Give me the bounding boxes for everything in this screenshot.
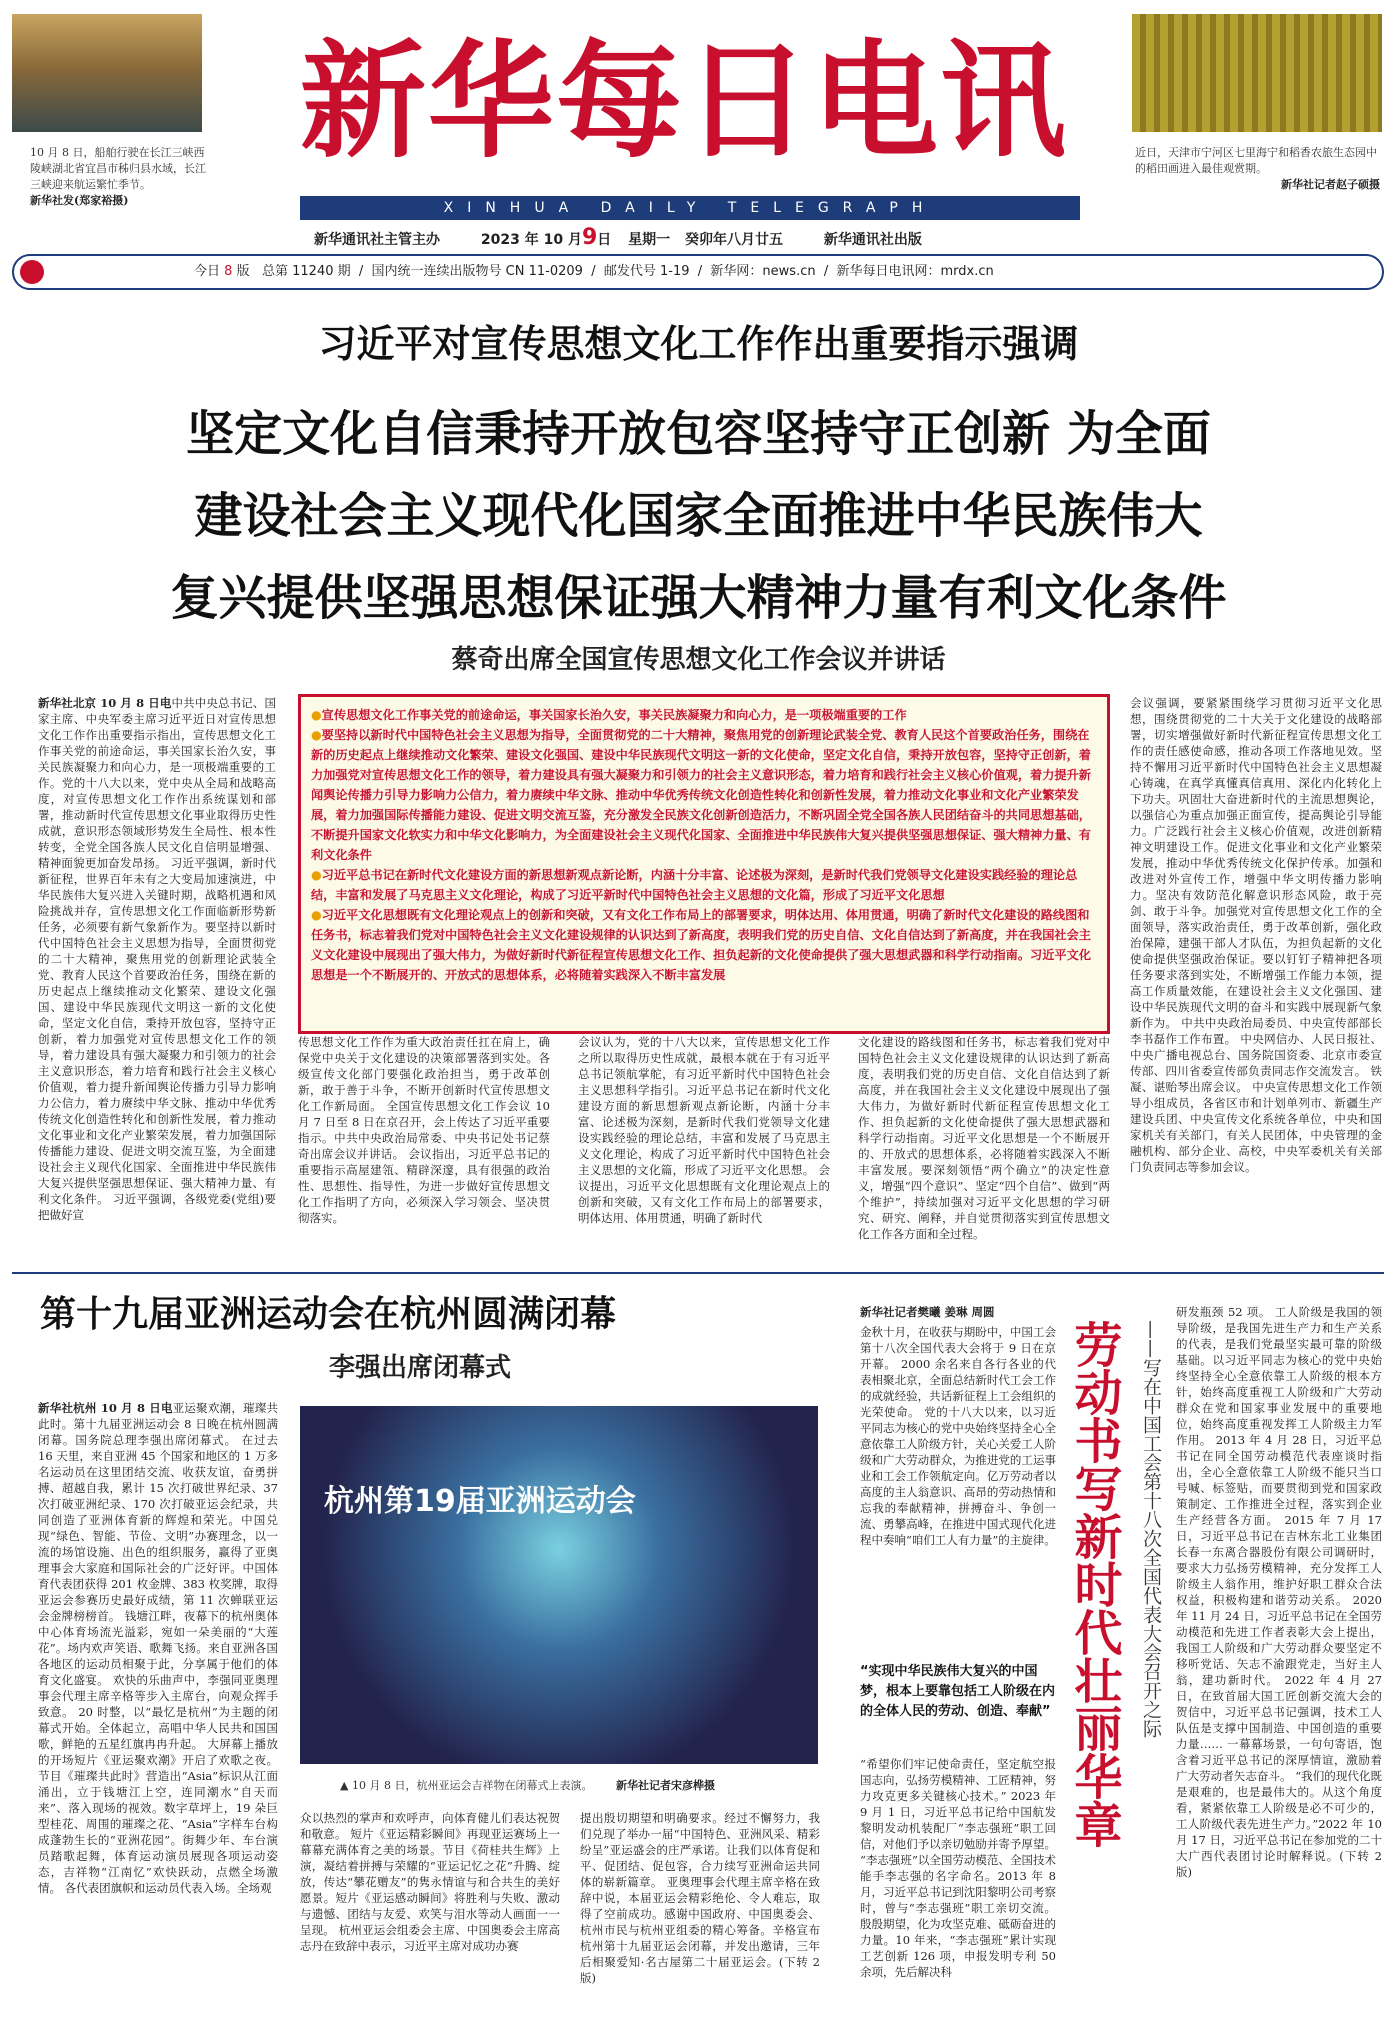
labor-col-1: 金秋十月，在收获与期盼中，中国工会第十八次全国代表大会将于 9 日在京开幕。 2000 余名来自各行各业的代表相聚北京，全面总结新时代工会工作的成就经验，共话新征程上工会组织的光荣使命。 党的十八大以来，以习近平同志为核心的党中央始终坚持全心全意依靠工人阶级方针，关心关爱工人阶级和广大劳动群众，为推进党的工运事业和工会工作领航定向。亿万劳动者以高度的主人翁意识、高昂的劳动热情和忘我的奉献精神，拼搏奋斗、争创一流、勇攀高峰，在推进中国式现代化进程中奏响“咱们工人有力量”的主旋律。 [860, 1325, 1056, 1547]
section-divider [12, 1272, 1384, 1274]
masthead-english-title: XINHUA DAILY TELEGRAPH [300, 196, 1080, 220]
issue-info-bar [12, 254, 1384, 290]
headline-subhead: 蔡奇出席全国宣传思想文化工作会议并讲话 [451, 645, 946, 675]
asiad-photo-caption [340, 1778, 760, 1794]
asiad-headline: 第十九届亚洲运动会在杭州圆满闭幕 [40, 1293, 617, 1335]
key-point-2-text: 要坚持以新时代中国特色社会主义思想为指导，全面贯彻党的二十大精神，聚焦用党的创新理论武装全党、教育人民这个首要政治任务，围绕在新的历史起点上继续推动文化繁荣、建设文化强国、建设中华民族现代文明这一新的文化使命，坚定文化自信，秉持开放包容，坚持守正创新，着力加强党对宣传思想文化工作的领导，着力建设具有强大凝聚力和引领力的社会主义意识形态，着力培育和践行社会主义核心价值观，着力提升新闻舆论传播力引导力影响力公信力，着力赓续中华文脉、推动中华优秀传统文化创造性转化和创新性发展，着力推动文化事业和文化产业繁荣发展，着力加强国际传播能力建设、促进文明交流互鉴，充分激发全民族文化创新创造活力，不断巩固全党全国各族人民团结奋斗的共同思想基础，不断提升国家文化软实力和中华文化影响力，为全面建设社会主义现代化国家、全面推进中华民族伟大复兴提供坚强思想保证、强大精神力量、有利文化条件 [311, 728, 1091, 862]
lead-story-col-4: 文化建设的路线图和任务书，标志着我们党对中国特色社会主义文化建设规律的认识达到了新高度，表明我们党的历史自信、文化自信达到了新高度，并在我国社会主义文化建设中展现出了强大伟力，为做好新时代新征程宣传思想文化工作、担负起新的文化使命提供了强大思想武器和科学行动指南。习近平文化思想是一个不断展开的、开放式的思想体系，必将随着实践深入不断丰富发展。要深刻领悟“两个确立”的决定性意义，增强“四个意识”、坚定“四个自信”、做到“两个维护”，持续加强对习近平文化思想的学习研究、研究、阐释，并自觉贯彻落实到宣传思想文化工作各方面和全过程。 [858, 1035, 1110, 1241]
labor-col-1b: “希望你们牢记使命责任，坚定航空报国志向，弘扬劳模精神、工匠精神，努力攻克更多关键核心技术。” 2023 年 9 月 1 日，习近平总书记给中国航发黎明发动机装配厂“李志强班”职工回信，对他们予以亲切勉励并寄予厚望。 “李志强班”以全国劳动模范、全国技术能手李志强的名字命名。2013 年 8 月，习近平总书记到沈阳黎明公司考察时，曾与“李志强班”职工亲切交流。 殷殷期望，化为攻坚克难、砥砺奋进的力量。10 年来，“李志强班”累计实现工艺创新 126 项，申报发明专利 50 余项，先后解决科 [860, 1757, 1056, 1979]
labor-pull-quote: “实现中华民族伟大复兴的中国梦，根本上要靠包括工人阶级在内的全体人民的劳动、创造、奉献” [860, 1664, 1056, 1719]
lead-dateline: 新华社北京 10 月 8 日电 [38, 696, 172, 710]
labor-byline: 新华社记者樊曦 姜琳 周圆 [860, 1305, 995, 1319]
closing-ceremony-mascot-photo [300, 1406, 818, 1764]
issue-number: 总第 11240 期 [262, 264, 351, 279]
labor-subtitle: ——写在中国工会第十八次全国代表大会召开之际 [1140, 1320, 1162, 1738]
lead-col-1-text: 中共中央总书记、国家主席、中央军委主席习近平近日对宣传思想文化工作作出重要指示指出，宣传思想文化工作事关党的前途命运，事关国家长治久安，事关民族凝聚力和向心力，是一项极端重要的工作。党的十八大以来，党中央从全局和战略高度，对宣传思想文化工作作出系统谋划和部署，推动新时代宣传思想文化事业取得历史性成就，意识形态领域形势发生全局性、根本性转变，全党全国各族人民文化自信明显增强、精神面貌更加奋发昂扬。 习近平强调，新时代新征程，世界百年未有之大变局加速演进，中华民族伟大复兴进入关键时期，战略机遇和风险挑战并存，宣传思想文化工作面临新形势新任务，必须要有新气象新作为。要坚持以新时代中国特色社会主义思想为指导，全面贯彻党的二十大精神，聚焦用党的创新理论武装全党、教育人民这个首要政治任务，围绕在新的历史起点上继续推动文化繁荣、建设文化强国、建设中华民族现代文明这一新的文化使命，坚定文化自信，秉持开放包容，坚持守正创新，着力加强党对宣传思想文化工作的领导，着力建设具有强大凝聚力和引领力的社会主义意识形态，着力培育和践行社会主义核心价值观，着力提升新闻舆论传播力引导力影响力公信力，着力赓续中华文脉、推动中华优秀传统文化创造性转化和创新性发展，着力推动文化事业和文化产业繁荣发展，着力加强国际传播能力建设、促进文明交流互鉴，为全面建设社会主义现代化国家、全面推进中华民族伟大复兴提供坚强思想保证、强大精神力量、有利文化条件。 习近平强调，各级党委(党组)要把做好宣 [38, 696, 276, 1222]
date-day: 9 [581, 225, 598, 250]
date-text: 2023 年 10 月 [480, 232, 582, 248]
key-point-4: ●习近平文化思想既有文化理论观点上的创新和突破，又有文化工作布局上的部署要求，明体达用、体用贯通，明确了新时代文化建设的路线图和任务书，标志着我们党对中国特色社会主义文化建设规律的认识达到了新高度，表明我们党的历史自信、文化自信达到了新高度，并在我国社会主义文化建设中展现出了强大伟力，为做好新时代新征程宣传思想文化工作、担负起新的文化使命提供了强大思想武器和科学行动指南。习近平文化思想是一个不断展开的、开放式的思想体系，必将随着实践深入不断丰富发展 [311, 908, 1091, 982]
lead-story-col-5: 会议强调，要紧紧围绕学习贯彻习近平文化思想，围绕贯彻党的二十大关于文化建设的战略部署，切实增强做好新时代新征程宣传思想文化工作的责任感使命感，推动各项工作落地见效。坚持不懈用习近平新时代中国特色社会主义思想凝心铸魂，在真学真懂真信真用、深化内化转化上下功夫。巩固壮大奋进新时代的主流思想舆论，以强信心为重点加强正面宣传，提高舆论引导能力。广泛践行社会主义核心价值观，改进创新精神文明建设工作。促进文化事业和文化产业繁荣发展，推动中华优秀传统文化保护传承。加强和改进对外宣传工作，增强中华文明传播力影响力。坚决有效防范化解意识形态风险，敢于亮剑、敢于斗争。加强党对宣传思想文化工作的全面领导，落实政治责任，勇于改革创新，强化政治保障，建强干部人才队伍，为担负起新的文化使命提供坚强政治保证。要以钉钉子精神把各项任务要求落到实处，不断增强工作能力本领，提高工作质量效能，在建设社会主义文化强国、建设中华民族现代文明的奋斗和实践中展现新气象新作为。 中共中央政治局委员、中央宣传部部长李书磊作工作布置。 中央网信办、人民日报社、中央广播电视总台、国务院国资委、北京市委宣传部、四川省委宣传部负责同志作交流发言。 铁凝、谌贻琴出席会议。 中央宣传思想文化工作领导小组成员，各省区市和计划单列市、新疆生产建设兵团、中央宣传文化系统各单位，中央和国家机关有关部门，有关人民团体，中央管理的金融机构、部分企业、高校，中央军委机关有关部门负责同志等参加会议。 [1130, 696, 1382, 1174]
asiad-photo-caption-text: ▲ 10 月 8 日，杭州亚运会吉祥物在闭幕式上表演。 [340, 1779, 593, 1792]
date-suffix: 日 [597, 232, 612, 248]
stadium-banner-text: 杭州第19届亚洲运动会 [324, 1484, 636, 1519]
asiad-col-1-text: 亚运聚欢潮，璀璨共此时。第十九届亚洲运动会 8 日晚在杭州圆满闭幕。国务院总理李强出席闭幕式。 在过去 16 天里，来自亚洲 45 个国家和地区的 1 万多名运动员在这里团结交流、收获友谊，奋勇拼搏、超越自我，累计 15 次打破世界纪录、37 次打破亚洲纪录、170 次打破亚运会纪录，共同创造了亚洲体育新的辉煌和荣光。中国兑现“绿色、智能、节俭、文明”办赛理念，以一流的场馆设施、出色的组织服务，赢得了亚奥理事会大家庭和国际社会的广泛好评。中国体育代表团获得 201 枚金牌、383 枚奖牌，取得亚运会参赛历史最好成绩，第 11 次蝉联亚运会金牌榜榜首。 钱塘江畔，夜幕下的杭州奥体中心体育场流光溢彩，宛如一朵美丽的“大莲花”。场内欢声笑语、歌舞飞扬。来自亚洲各国各地区的运动员相聚于此，分享属于他们的体育文化盛宴。 欢快的乐曲声中，李强同亚奥理事会代理主席辛格等步入主席台，向观众挥手致意。 20 时整，以“最忆是杭州”为主题的闭幕式开始。全体起立，高唱中华人民共和国国歌，鲜艳的五星红旗冉冉升起。 大屏幕上播放的开场短片《亚运聚欢潮》开启了欢歌之夜。节目《璀璨共此时》营造出“Asia”标识从江面涌出，立于钱塘江上空，连同潮水“自天而来”、落入现场的视效。数字草坪上，19 朵巨型桂花、周围的璀璨之花、“Asia”字样车台构成蓬勃生长的“亚洲花园”。街舞少年、车台演员踏歌起舞，体育运动演员展现各项运动姿态，吉祥物“江南忆”欢快跃动，点燃全场激情。 各代表团旗帜和运动员代表入场。全场观 [38, 1401, 278, 1895]
headline-kicker: 习近平对宣传思想文化工作作出重要指示强调 [318, 321, 1079, 366]
labor-col-2: 研发瓶颈 52 项。 工人阶级是我国的领导阶级，是我国先进生产力和生产关系的代表，是我们党最坚实最可靠的阶级基础。以习近平同志为核心的党中央始终坚持全心全意依靠工人阶级的根本方针，始终高度重视工人阶级和广大劳动群众在党和国家事业发展中的重要地位，始终高度重视发挥工人阶级主力军作用。 2013 年 4 月 28 日，习近平总书记在同全国劳动模范代表座谈时指出，全心全意依靠工人阶级不能只当口号喊、标签贴，而要贯彻到党和国家政策制定、工作推进全过程，落实到企业生产经营各方面。 2015 年 7 月 17 日，习近平总书记在吉林东北工业集团长春一东离合器股份有限公司调研时，要求大力弘扬劳模精神，充分发挥工人阶级主人翁作用，维护好职工群众合法权益，积极构建和谐劳动关系。 2020 年 11 月 24 日，习近平总书记在全国劳动模范和先进工作者表彰大会上提出，我国工人阶级和广大劳动群众要坚定不移听党话、矢志不渝跟党走，当好主人翁，建功新时代。 2022 年 4 月 27 日，在致首届大国工匠创新交流大会的贺信中，习近平总书记强调，技术工人队伍是支撑中国制造、中国创造的重要力量…… 一幕幕场景，一句句寄语，饱含着习近平总书记的深厚情谊，激励着广大劳动者矢志奋斗。 “我们的现代化既是艰难的，也是最伟大的。从这个角度看，紧紧依靠工人阶级是必不可少的，工人阶级代表先进生产力。”2022 年 10 月 17 日，习近平总书记在参加党的二十大广西代表团讨论时解释说。(下转 2 版) [1176, 1305, 1382, 1879]
issue-info-text: 今日 8 版 总第 11240 期 / 国内统一连续出版物号 CN 11-0209 / 邮发代号 1-19 / 新华网：news.cn / 新华每日电讯网：mrdx.cn [194, 264, 994, 279]
weekday-text: 星期一 [628, 232, 671, 248]
key-point-3-text: 习近平总书记在新时代文化建设方面的新思想新观点新论断，内涵十分丰富、论述极为深刻，是新时代我们党领导文化建设实践经验的理论总结，丰富和发展了马克思主义文化理论，构成了习近平新时代中国特色社会主义思想的文化篇，形成了习近平文化思想 [311, 868, 1078, 902]
headline-main-line-3: 复兴提供坚强思想保证强大精神力量有利文化条件 [170, 570, 1227, 626]
lead-story-col-3: 会议认为，党的十八大以来，宣传思想文化工作之所以取得历史性成就，最根本就在于有习近平总书记领航掌舵，有习近平新时代中国特色社会主义思想科学指引。习近平总书记在新时代文化建设方面的新思想新观点新论断，内涵十分丰富、论述极为深刻，是新时代我们党领导文化建设实践经验的理论总结，丰富和发展了马克思主义文化理论，构成了习近平新时代中国特色社会主义思想的文化篇，形成了习近平文化思想。 会议提出，习近平文化思想既有文化理论观点上的创新和突破，又有文化工作布局上的部署要求，明体达用、体用贯通，明确了新时代 [578, 1035, 830, 1225]
asiad-col-3: 提出殷切期望和明确要求。经过不懈努力，我们兑现了举办一届“中国特色、亚洲风采、精彩纷呈”亚运盛会的庄严承诺。让我们以体育促和平、促团结、促包容，合力续写亚洲命运共同体的崭新篇章。 亚奥理事会代理主席辛格在致辞中说，本届亚运会精彩绝伦、令人难忘，取得了空前成功。感谢中国政府、中国奥委会、杭州市民与杭州亚组委的精心筹备。辛格宣布杭州第十九届亚运会闭幕，并发出邀请，三年后相聚爱知·名古屋第二十届亚运会。(下转 2 版) [580, 1811, 820, 1985]
lead-story-col-2: 传思想文化工作作为重大政治责任扛在肩上，确保党中央关于文化建设的决策部署落到实处。各级宣传文化部门要强化政治担当，勇于改革创新，敢于善于斗争，不断开创新时代宣传思想文化工作新局面。 全国宣传思想文化工作会议 10 月 7 日至 8 日在京召开，会上传达了习近平重要指示。中共中央政治局常委、中央书记处书记蔡奇出席会议并讲话。 会议指出，习近平总书记的重要指示高屋建瓴、精辟深邃，具有很强的政治性、思想性、指导性，为进一步做好宣传思想文化工作指明了方向，必须深入学习领会、坚决贯彻落实。 [298, 1035, 550, 1225]
masthead-meta [314, 226, 1214, 250]
asiad-col-1 [38, 1400, 278, 2008]
left-photo-caption: 10 月 8 日，船舶行驶在长江三峡西陵峡湖北省宜昌市秭归县水域，长江三峡迎来航运繁忙季节。 新华社发(郑家裕摄) [30, 146, 206, 207]
headline-main-line-1: 坚定文化自信秉持开放包容坚持守正创新 为全面 [186, 406, 1211, 462]
today-page-count: 8 [224, 264, 233, 279]
rice-field-painting-photo [1132, 14, 1382, 132]
xinhua-logo-icon [20, 260, 44, 284]
key-point-2: ●要坚持以新时代中国特色社会主义思想为指导，全面贯彻党的二十大精神，聚焦用党的创新理论武装全党、教育人民这个首要政治任务，围绕在新的历史起点上继续推动文化繁荣、建设文化强国、建设中华民族现代文明这一新的文化使命，坚定文化自信，秉持开放包容，坚持守正创新，着力加强党对宣传思想文化工作的领导，着力建设具有强大凝聚力和引领力的社会主义意识形态，着力培育和践行社会主义核心价值观，着力提升新闻舆论传播力引导力影响力公信力，着力赓续中华文脉、推动中华优秀传统文化创造性转化和创新性发展，着力推动文化事业和文化产业繁荣发展，着力加强国际传播能力建设、促进文明交流互鉴，充分激发全民族文化创新创造活力，不断巩固全党全国各族人民团结奋斗的共同思想基础，不断提升国家文化软实力和中华文化影响力，为全面建设社会主义现代化国家、全面推进中华民族伟大复兴提供坚强思想保证、强大精神力量、有利文化条件 [311, 728, 1091, 862]
key-point-1: ●宣传思想文化工作事关党的前途命运，事关国家长治久安，事关民族凝聚力和向心力，是一项极端重要的工作 [311, 708, 907, 722]
lead-story-col-1 [38, 695, 276, 1265]
labor-headline: 劳动书写新时代壮丽华章 [1066, 1320, 1122, 1848]
postal-code: 邮发代号 1-19 [603, 264, 690, 279]
asiad-subhead: 李强出席闭幕式 [328, 1353, 511, 1383]
three-gorges-photo [12, 14, 202, 132]
cn-number: 国内统一连续出版物号 CN 11-0209 [371, 264, 583, 279]
left-photo-credit: 新华社发(郑家裕摄) [30, 194, 129, 207]
asiad-col-2: 众以热烈的掌声和欢呼声，向体育健儿们表达祝贺和敬意。 短片《亚运精彩瞬间》再现亚运赛场上一幕幕充满体育之美的场景。节目《荷桂共生辉》上演，凝结着拼搏与荣耀的“亚运记忆之花”升腾、绽放，传达“攀花赠友”的隽永情谊与和合共生的美好愿景。短片《亚运感动瞬间》将胜利与失败、激动与遗憾、团结与友爱、欢笑与泪水等动人画面一一呈现。 杭州亚运会组委会主席、中国奥委会主席高志丹在致辞中表示，习近平主席对成功办赛 [300, 1811, 560, 1953]
key-point-4-text: 习近平文化思想既有文化理论观点上的创新和突破，又有文化工作布局上的部署要求，明体达用、体用贯通，明确了新时代文化建设的路线图和任务书，标志着我们党对中国特色社会主义文化建设规律的认识达到了新高度，表明我们党的历史自信、文化自信达到了新高度，并在我国社会主义文化建设中展现出了强大伟力，为做好新时代新征程宣传思想文化工作、担负起新的文化使命提供了强大思想武器和科学行动指南。习近平文化思想是一个不断展开的、开放式的思想体系，必将随着实践深入不断丰富发展 [311, 908, 1091, 982]
today-unit: 版 [236, 264, 250, 279]
key-points-box [298, 694, 1110, 1034]
right-photo-credit: 新华社记者赵子硕摄 [1281, 178, 1380, 191]
publisher-text: 新华通讯社出版 [823, 232, 922, 248]
lunar-date-text: 癸卯年八月廿五 [685, 232, 784, 248]
xinhuanet-link[interactable]: 新华网：news.cn [710, 264, 816, 279]
sponsor-text: 新华通讯社主管主办 [314, 232, 440, 248]
asiad-dateline: 新华社杭州 10 月 8 日电 [38, 1401, 173, 1415]
right-photo-caption: 近日，天津市宁河区七里海宁和稻香农旅生态园中的稻田画进入最佳观赏期。 新华社记者赵子硕摄 [1135, 146, 1380, 191]
key-point-1-text: 宣传思想文化工作事关党的前途命运，事关国家长治久安，事关民族凝聚力和向心力，是一项极端重要的工作 [321, 708, 907, 722]
mrdx-link[interactable]: 新华每日电讯网：mrdx.cn [836, 264, 994, 279]
masthead-title: 新华每日电讯 [300, 27, 1068, 175]
key-point-3: ●习近平总书记在新时代文化建设方面的新思想新观点新论断，内涵十分丰富、论述极为深刻，是新时代我们党领导文化建设实践经验的理论总结，丰富和发展了马克思主义文化理论，构成了习近平新时代中国特色社会主义思想的文化篇，形成了习近平文化思想 [311, 868, 1078, 902]
headline-main-line-2: 建设社会主义现代化国家全面推进中华民族伟大 [194, 488, 1203, 544]
today-label: 今日 [194, 264, 221, 279]
asiad-photo-credit: 新华社记者宋彦桦摄 [615, 1779, 715, 1792]
